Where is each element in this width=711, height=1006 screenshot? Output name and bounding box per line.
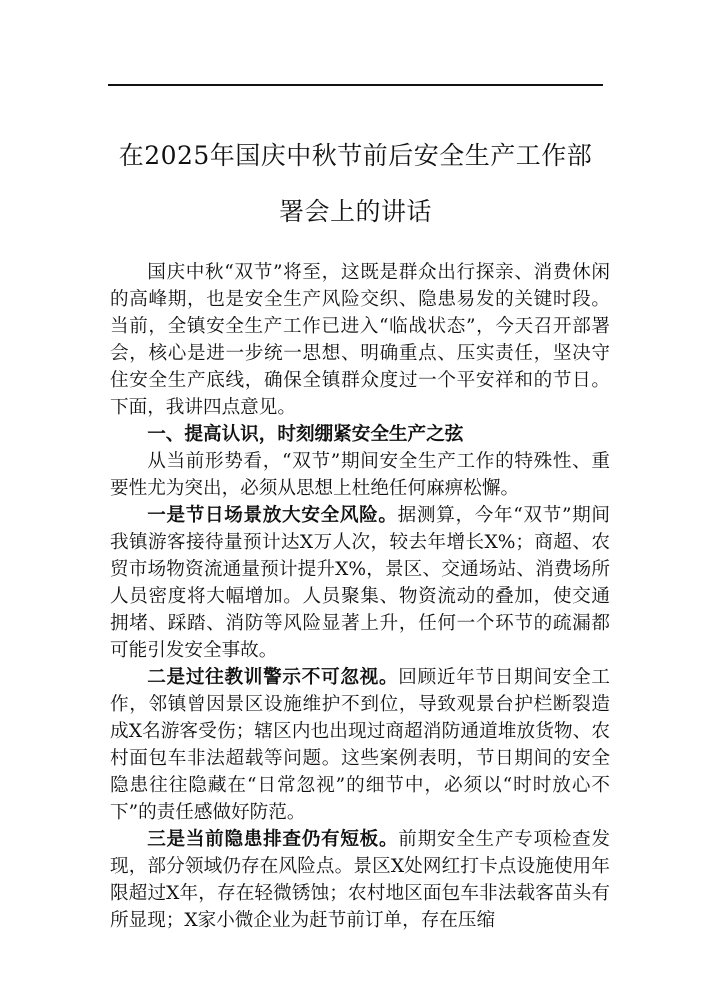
document-body <box>110 259 610 934</box>
document-title <box>108 128 603 240</box>
point-3-lead: 三是当前隐患排查仍有短板。 <box>147 829 399 850</box>
header-rule <box>108 84 603 86</box>
title-line-2: 署会上的讲话 <box>278 197 432 226</box>
point-2-lead: 二是过往教训警示不可忽视。 <box>147 667 399 688</box>
title-line-1: 在2025年国庆中秋节前后安全生产工作部 <box>118 141 593 170</box>
paragraph-point-1: 一是节日场景放大安全风险。据测算，今年“双节”期间我镇游客接待量预计达X万人次，较去年增长X%；商超、农贸市场物资流通量预计提升X%，景区、交通场站、消费场所人员密度将大幅增加。人员聚集、物资流动的叠加，使交通拥堵、踩踏、消防等风险显著上升，任何一个环节的疏漏都可能引发安全事故。 <box>110 505 610 661</box>
paragraph-context: 从当前形势看，“双节”期间安全生产工作的特殊性、重要性尤为突出，必须从思想上杜绝任何麻痹松懈。 <box>110 451 610 499</box>
paragraph-intro: 国庆中秋“双节”将至，这既是群众出行探亲、消费休闲的高峰期，也是安全生产风险交织、隐患易发的关键时段。当前，全镇安全生产工作已进入“临战状态”，今天召开部署会，核心是进一步统一思想、明确重点、压实责任，坚决守住安全生产底线，确保全镇群众度过一个平安祥和的节日。下面，我讲四点意见。 <box>110 262 610 418</box>
paragraph-point-2: 二是过往教训警示不可忽视。回顾近年节日期间安全工作，邻镇曾因景区设施维护不到位，导致观景台护栏断裂造成X名游客受伤；辖区内也出现过商超消防通道堆放货物、农村面包车非法超载等问题。这些案例表明，节日期间的安全隐患往往隐藏在“日常忽视”的细节中，必须以“时时放心不下”的责任感做好防范。 <box>110 667 610 823</box>
point-1-lead: 一是节日场景放大安全风险。 <box>147 505 398 526</box>
paragraph-point-3: 三是当前隐患排查仍有短板。前期安全生产专项检查发现，部分领域仍存在风险点。景区X处网红打卡点设施使用年限超过X年，存在轻微锈蚀；农村地区面包车非法载客苗头有所显现；X家小微企业为赶节前订单，存在压缩 <box>110 829 610 931</box>
section-heading-1: 一、提高认识，时刻绷紧安全生产之弦 <box>147 424 464 445</box>
